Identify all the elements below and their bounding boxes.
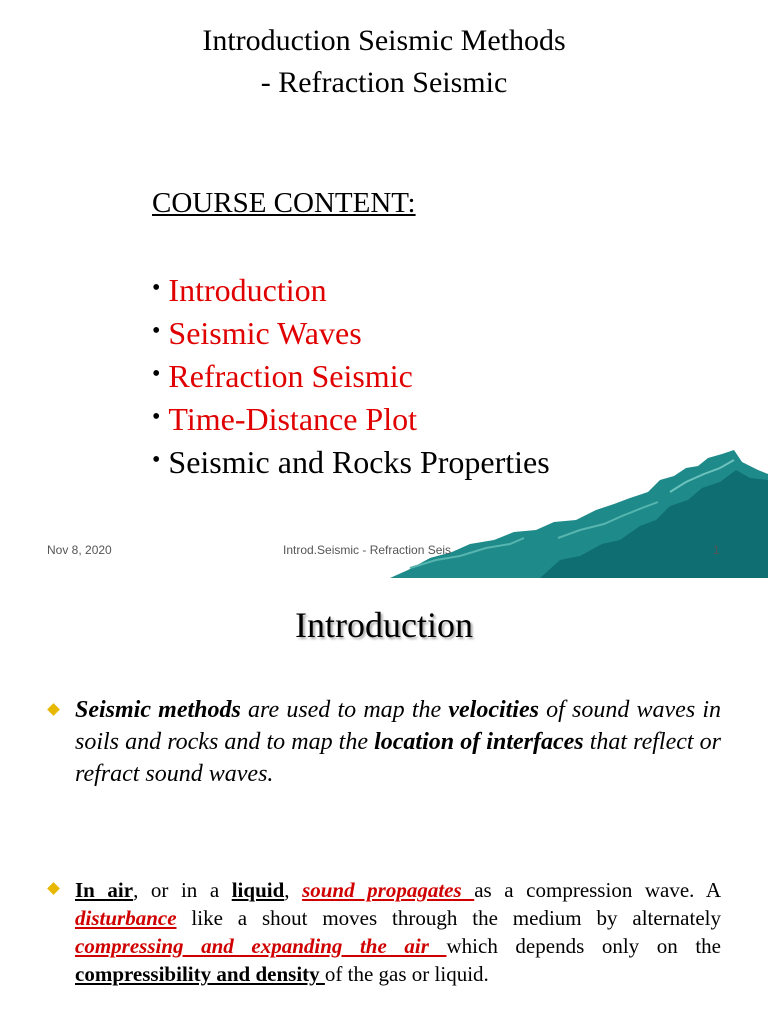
paragraph-text: which depends only on the <box>446 934 722 958</box>
paragraph-seismic-methods <box>75 694 721 790</box>
list-item <box>152 397 550 440</box>
paragraph-text: as a compression wave. A <box>474 878 722 902</box>
paragraph-text: are used to map the <box>240 697 449 723</box>
paragraph-text: of sound waves in soils and rocks and to map the <box>75 697 722 755</box>
slide-title-line-1: Introduction Seismic Methods <box>202 24 566 57</box>
bullet-icon: • <box>152 447 161 473</box>
list-item-text: Time-Distance Plot <box>168 401 417 437</box>
emphasis-text: Seismic methods <box>75 697 241 723</box>
paragraph-text: like a shout moves through the medium by alternately <box>176 906 721 930</box>
bullet-icon: • <box>152 404 161 430</box>
footer-title: Introd.Seismic - Refraction Seis <box>283 543 452 557</box>
emphasis-text: location of interfaces <box>374 729 584 755</box>
paragraph-text: , or in a <box>133 878 232 902</box>
list-item-text: Seismic and Rocks Properties <box>168 444 550 480</box>
highlight-text: compressing and expanding the air <box>75 934 447 958</box>
footer-date: Nov 8, 2020 <box>47 543 112 557</box>
list-item <box>152 354 550 397</box>
list-item-text: Refraction Seismic <box>168 358 413 394</box>
paragraph-text: , <box>284 878 303 902</box>
bullet-icon: • <box>152 275 161 301</box>
emphasis-text: In air <box>75 878 134 902</box>
paragraph-in-air <box>75 876 721 988</box>
list-item-text: Seismic Waves <box>168 315 362 351</box>
highlight-text: disturbance <box>75 906 177 930</box>
list-item <box>152 311 550 354</box>
list-item <box>152 268 550 311</box>
emphasis-text: velocities <box>448 697 539 723</box>
slide-2 <box>0 578 768 1024</box>
list-item-text: Introduction <box>168 272 327 308</box>
slide-title-line-2: - Refraction Seismic <box>260 66 508 99</box>
bullet-icon: • <box>152 361 161 387</box>
footer-page-number: 1 <box>713 543 720 557</box>
paragraph-text: that reflect or refract sound waves. <box>75 729 722 787</box>
diamond-bullet-icon <box>47 703 60 716</box>
paragraph-text: of the gas or liquid. <box>324 962 489 986</box>
highlight-text: sound propagates <box>302 878 475 902</box>
emphasis-text: compressibility and density <box>75 962 325 986</box>
mountain-decoration-icon <box>390 440 768 578</box>
slide-title: Introduction <box>295 605 473 645</box>
emphasis-text: liquid <box>231 878 285 902</box>
diamond-bullet-icon <box>47 882 60 895</box>
course-content-heading: COURSE CONTENT: <box>152 187 416 219</box>
bullet-icon: • <box>152 318 161 344</box>
